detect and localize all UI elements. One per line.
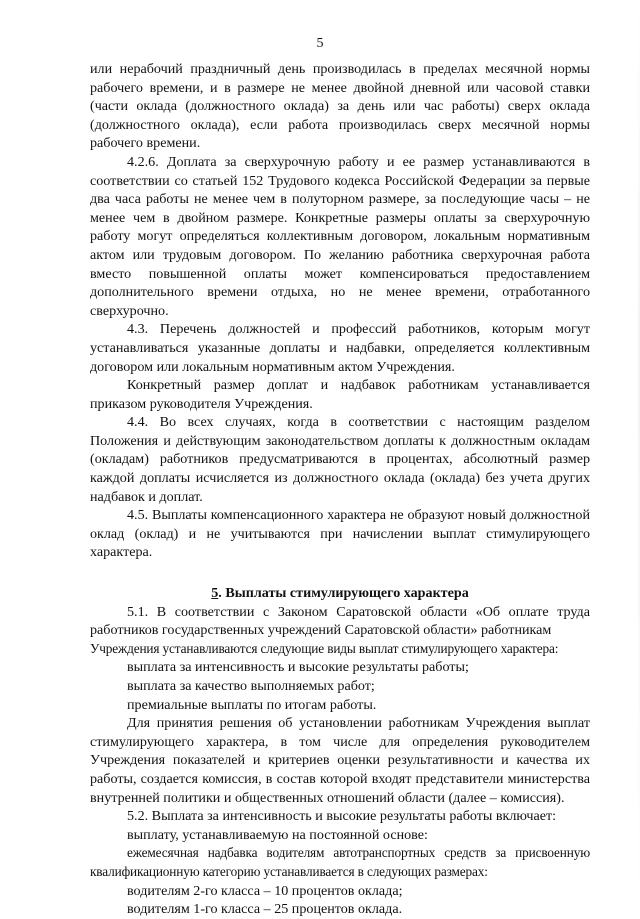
list-item: выплата за качество выполняемых работ; <box>127 678 375 694</box>
paragraph-5-1-line1: 5.1. В соответствии с Законом Саратовской области «Об оплате труда работников государственных учреждений Саратовской области» работникам <box>90 603 590 639</box>
paragraph-driver-bonus: ежемесячная надбавка водителям автотранспортных средств за присвоенную квалификационную категорию устанавливается в следующих размерах: <box>90 845 590 879</box>
list-item: премиальные выплаты по итогам работы. <box>127 696 377 713</box>
paragraph-4-2-6: 4.2.6. Доплата за сверхурочную работу и ее размер устанавливаются в соответствии со статьей 152 Трудового кодекса Российской Федерации за первые два часа работы не менее чем в полуторном размере, за последующие часы – не менее чем в двойном размере. Конкретные размеры оплаты за сверхурочную работу могут определяться коллективным договором, локальным нормативным актом или трудовым договором. По желанию работника сверхурочная работа вместо повышенной оплаты может компенсироваться предоставлением дополнительного времени отдыха, но не менее времени, отработанного сверхурочно. <box>90 153 590 319</box>
paragraph-constant-basis: выплату, устанавливаемую на постоянной основе: <box>127 826 428 843</box>
paragraph-5-2: 5.2. Выплата за интенсивность и высокие результаты работы включает: <box>127 808 557 825</box>
paragraph-continuation: или нерабочий праздничный день производилась в пределах месячной нормы рабочего времени, и в размере не менее двойной дневной или часовой ставки (части оклада (должностного оклада) за день или час работы) сверх оклада (должностного оклада), если работа производилась сверх месячной нормы рабочего времени. <box>90 61 590 152</box>
section-title: . Выплаты стимулирующего характера <box>218 585 469 602</box>
paragraph-5-1-line2: Учреждения устанавливаются следующие виды выплат стимулирующего характера: <box>90 640 559 656</box>
page-number: 5 <box>316 36 324 51</box>
list-item: водителям 1-го класса – 25 процентов оклада. <box>127 901 403 918</box>
section-number: 5 <box>211 585 219 602</box>
list-item: выплата за интенсивность и высокие результаты работы; <box>127 659 469 676</box>
paragraph-4-3-size: Конкретный размер доплат и надбавок работникам устанавливается приказом руководителя Учреждения. <box>90 377 590 412</box>
list-item: водителям 2-го класса – 10 процентов оклада; <box>127 882 403 899</box>
section-heading <box>90 584 590 603</box>
paragraph-5-1 <box>90 603 590 640</box>
paragraph-4-4: 4.4. Во всех случаях, когда в соответствии с настоящим разделом Положения и действующим законодательством доплаты к должностным окладам (окладам) работников предусматриваются в процентах, абсолютный размер каждой доплаты исчисляется из должностного оклада (оклада) без учета других надбавок и доплат. <box>90 414 590 505</box>
paragraph-4-5: 4.5. Выплаты компенсационного характера не образуют новый должностной оклад (оклад) и не учитываются при начислении выплат стимулирующего характера. <box>90 507 590 561</box>
paragraph-4-3: 4.3. Перечень должностей и профессий работников, которым могут устанавливаться указанные доплаты и надбавки, определяется коллективным договором или локальным нормативным актом Учреждения. <box>90 321 590 375</box>
document-body <box>90 60 590 919</box>
paragraph-commission: Для принятия решения об установлении работникам Учреждения выплат стимулирующего характера, в том числе для определения руководителем Учреждения показателей и критериев оценки результативности и качества их работы, создается комиссия, в состав которой входят представители министерства внутренней политики и общественных отношений области (далее – комиссия). <box>90 715 590 806</box>
